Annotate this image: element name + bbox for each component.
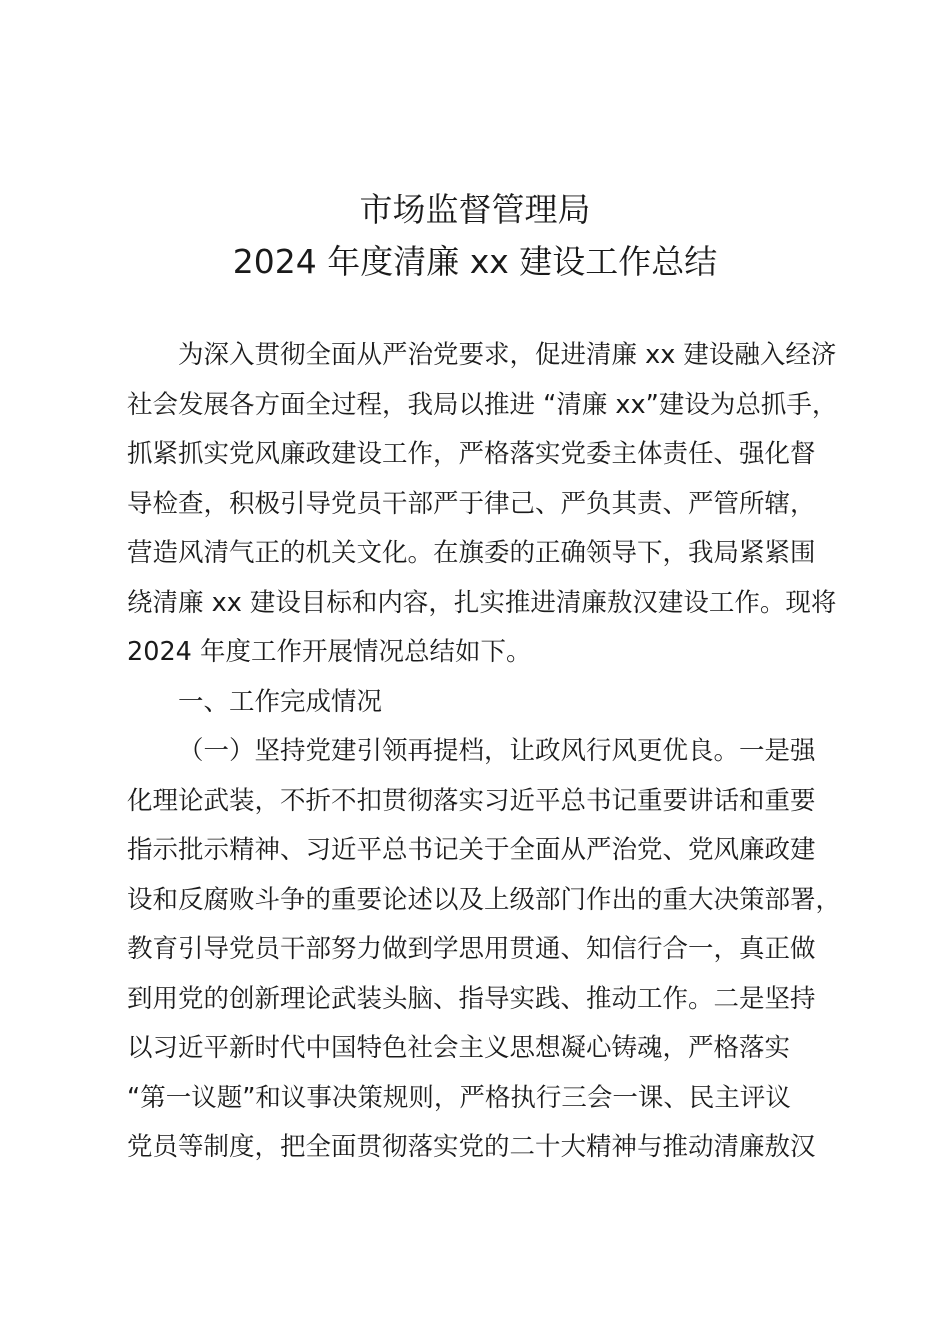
text-line: 为深入贯彻全面从严治党要求，促进清廉 xx 建设融入经济: [178, 340, 837, 370]
title-line-1: 市场监督管理局: [359, 190, 591, 229]
text-line: 指示批示精神、习近平总书记关于全面从严治党、党风廉政建: [127, 835, 816, 865]
text-line: 以习近平新时代中国特色社会主义思想凝心铸魂，严格落实: [127, 1033, 791, 1063]
text-line: 到用党的创新理论武装头脑、指导实践、推动工作。二是坚持: [127, 983, 816, 1014]
text-line: 营造风清气正的机关文化。在旗委的正确领导下，我局紧紧围: [127, 538, 816, 568]
text-line: “第一议题”和议事决策规则，严格执行三会一课、民主评议: [127, 1082, 791, 1113]
text-line: 绕清廉 xx 建设目标和内容，扎实推进清廉敖汉建设工作。现将: [127, 587, 837, 618]
section-heading: [127, 678, 832, 728]
text-line: （一）坚持党建引领再提档，让政风行风更优良。一是强: [178, 736, 816, 766]
text-line: 党员等制度，把全面贯彻落实党的二十大精神与推动清廉敖汉: [127, 1132, 816, 1162]
document-body: [127, 331, 842, 1173]
heading-line: 一、工作完成情况: [178, 686, 383, 717]
title-line-2: 2024 年度清廉 xx 建设工作总结: [232, 242, 718, 281]
section-paragraph: [127, 727, 842, 1173]
text-line: 抓紧抓实党风廉政建设工作，严格落实党委主体责任、强化督: [127, 439, 816, 469]
text-line: 社会发展各方面全过程，我局以推进 “清廉 xx”建设为总抓手，: [127, 389, 838, 420]
text-line: 2024 年度工作开展情况总结如下。: [127, 637, 532, 667]
intro-paragraph: [127, 331, 838, 678]
document-title: [0, 184, 950, 288]
text-line: 化理论武装，不折不扣贯彻落实习近平总书记重要讲话和重要: [127, 785, 816, 816]
text-line: 教育引导党员干部努力做到学思用贯通、知信行合一，真正做: [127, 934, 816, 964]
text-line: 设和反腐败斗争的重要论述以及上级部门作出的重大决策部署，: [127, 884, 842, 915]
text-line: 导检查，积极引导党员干部严于律己、严负其责、严管所辖，: [127, 488, 816, 519]
